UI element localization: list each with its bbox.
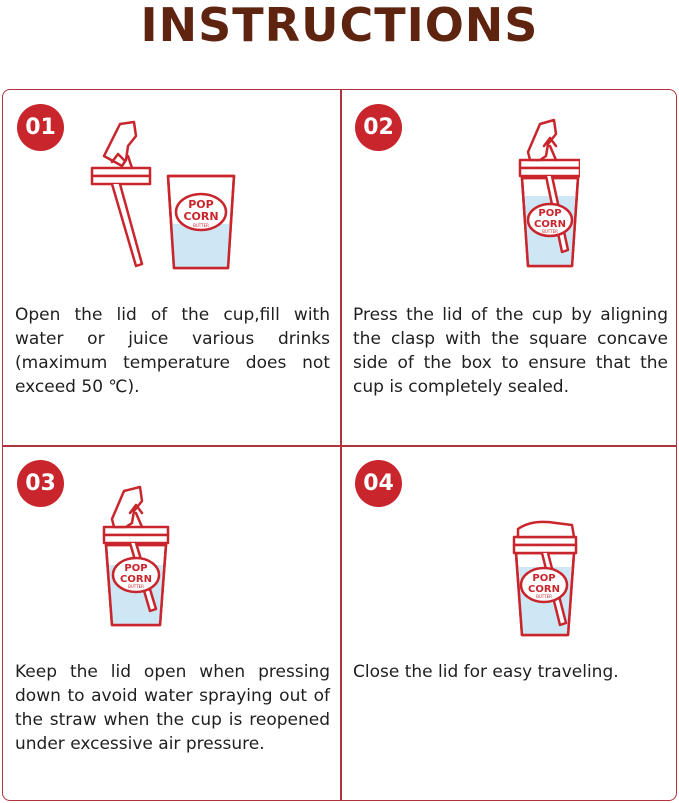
step-illustration	[3, 473, 340, 643]
cup-closed-lid-icon	[440, 473, 580, 643]
step-description: Close the lid for easy traveling.	[353, 662, 619, 682]
step-illustration	[341, 116, 678, 286]
cup-lid-open-straw-icon	[102, 473, 242, 643]
step-number-badge: 01	[17, 104, 64, 151]
cup-label-line3: BUTTER	[535, 594, 552, 599]
step-4	[341, 447, 678, 802]
step-3	[3, 447, 340, 802]
step-description: Open the lid of the cup,fill with water or juice various drinks (maximum temperature does not exceed 50 ℃).	[15, 305, 330, 397]
cup-label-line2: CORN	[533, 219, 566, 230]
cup-label-line3: BUTTER	[541, 229, 558, 234]
cup-label-line1: POP	[537, 208, 562, 219]
cup-press-lid-icon	[440, 116, 580, 286]
cup-label-line2: CORN	[119, 574, 152, 585]
step-illustration	[3, 116, 340, 286]
cup-label-line1: POP	[123, 563, 148, 574]
step-2	[341, 90, 678, 445]
cup-label-line1: POP	[187, 198, 214, 211]
instructions-grid	[2, 89, 677, 801]
step-description: Keep the lid open when pressing down to avoid water spraying out of the straw when the cup is reopened under excessive air pressure.	[15, 662, 330, 754]
cup-label-line3: BUTTER	[192, 223, 209, 228]
cup-label-line3: BUTTER	[127, 584, 144, 589]
page-title: INSTRUCTIONS	[140, 0, 539, 52]
cup-label-line1: POP	[531, 573, 556, 584]
step-number-badge: 04	[355, 460, 402, 507]
step-description: Press the lid of the cup by aligning the clasp with the square concave side of the box to ensure that the cup is completely sealed.	[353, 305, 668, 397]
cup-label-line2: CORN	[527, 584, 560, 595]
cup-label-line2: CORN	[182, 210, 219, 223]
step-illustration	[341, 473, 678, 643]
step-number-badge: 02	[355, 104, 402, 151]
step-number-badge: 03	[17, 460, 64, 507]
step-1	[3, 90, 340, 445]
cup-open-lid-icon	[82, 116, 262, 286]
